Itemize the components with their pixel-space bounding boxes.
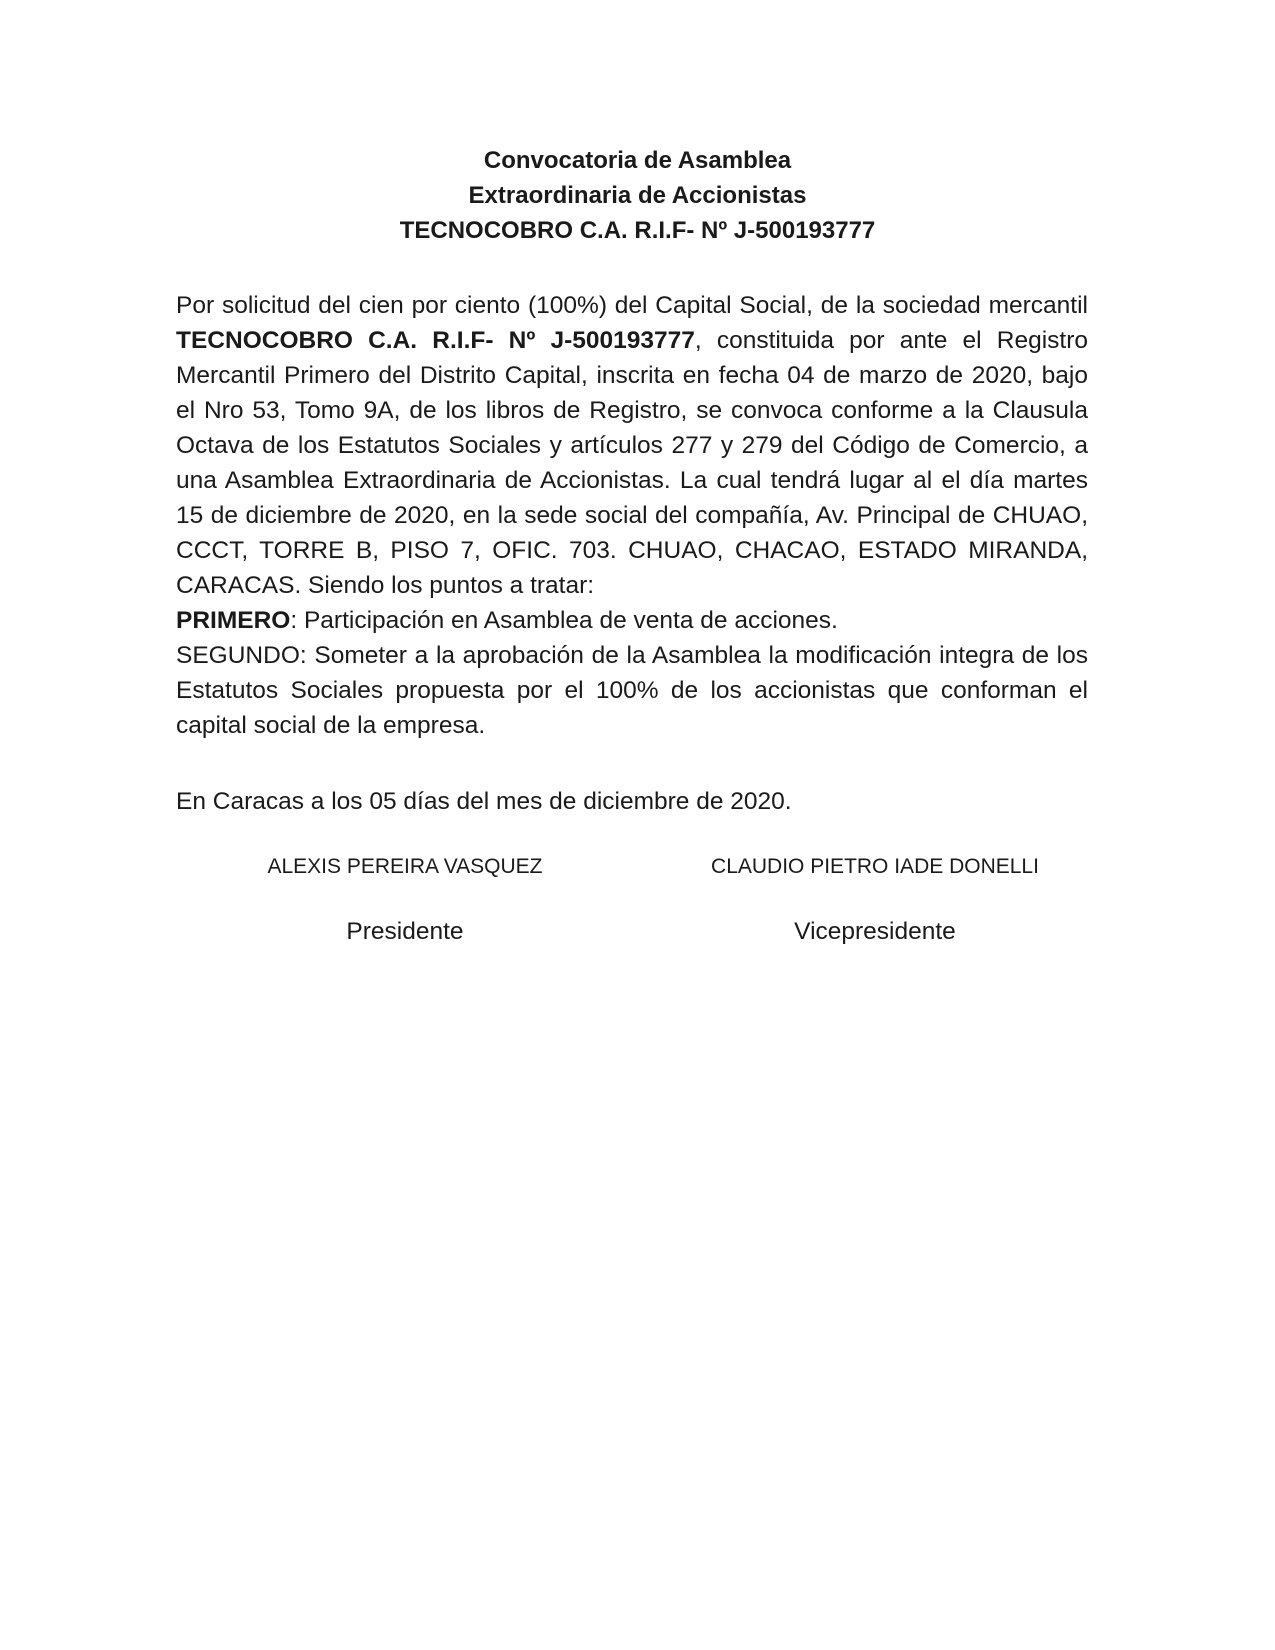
signatory-left-role: Presidente xyxy=(346,918,464,945)
intro-text-start: Por solicitud del cien por ciento (100%) del Capital Social, de la sociedad mercantil xyxy=(176,292,1088,319)
signatory-left-name: ALEXIS PEREIRA VASQUEZ xyxy=(267,855,543,878)
closing-line: En Caracas a los 05 días del mes de diciembre de 2020. xyxy=(176,788,792,815)
document-title xyxy=(0,143,1275,248)
company-name: TECNOCOBRO C.A. R.I.F- Nº J-500193777 xyxy=(176,327,695,354)
title-line-2: Extraordinaria de Accionistas xyxy=(468,182,807,209)
agenda-item-segundo: SEGUNDO: Someter a la aprobación de la Asamblea la modificación integra de los Estatutos Sociales propuesta por el 100% de los accionistas que conforman el capital social de la empresa. xyxy=(176,642,1088,739)
title-line-1: Convocatoria de Asamblea xyxy=(483,147,792,174)
document-body xyxy=(176,288,1088,743)
intro-text-end: , constituida por ante el Registro Mercantil Primero del Distrito Capital, inscrita en fecha 04 de marzo de 2020, bajo el Nro 53, Tomo 9A, de los libros de Registro, se convoca conforme a la Clausula Octava de los Estatutos Sociales y artículos 277 y 279 del Código de Comercio, a una Asamblea Extraordinaria de Accionistas. La cual tendrá lugar al el día martes 15 de diciembre de 2020, en la sede social del compañía, Av. Principal de CHUAO, CCCT, TORRE B, PISO 7, OFIC. 703. CHUAO, CHACAO, ESTADO MIRANDA, CARACAS. Siendo los puntos a tratar: xyxy=(176,327,1088,599)
agenda-item-primero xyxy=(176,603,1088,638)
signatory-right-role: Vicepresidente xyxy=(794,918,956,945)
signatory-right-name: CLAUDIO PIETRO IADE DONELLI xyxy=(711,855,1039,878)
intro-paragraph xyxy=(176,288,1088,603)
primero-text: : Participación en Asamblea de venta de acciones. xyxy=(290,607,838,634)
title-line-3: TECNOCOBRO C.A. R.I.F- Nº J-500193777 xyxy=(399,217,876,244)
primero-label: PRIMERO xyxy=(176,607,291,634)
